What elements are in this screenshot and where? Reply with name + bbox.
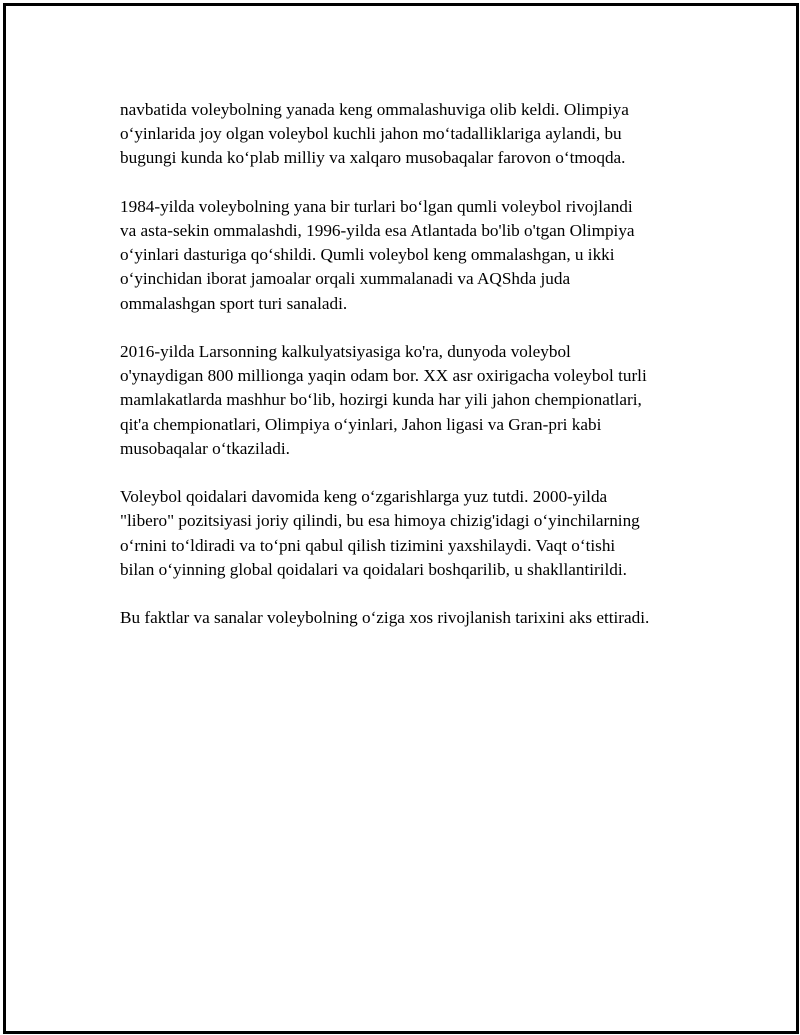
text-line: navbatida voleybolning yanada keng ommalashuviga olib keldi. Olimpiya — [120, 100, 629, 119]
text-line: Voleybol qoidalari davomida keng o‘zgarishlarga yuz tutdi. 2000-yilda — [120, 487, 608, 507]
text-line: musobaqalar o‘tkaziladi. — [120, 438, 290, 458]
text-line: 2016-yilda Larsonning kalkulyatsiyasiga ko'ra, dunyoda voleybol — [120, 342, 571, 361]
paragraph-4 — [120, 485, 710, 582]
paragraph-5 — [120, 606, 710, 630]
text-line: o‘yinlarida joy olgan voleybol kuchli jahon mo‘tadalliklariga aylandi, bu — [120, 124, 622, 144]
paragraph-3 — [120, 340, 710, 461]
text-line: o‘yinchidan iborat jamoalar orqali xummalanadi va AQShda juda — [120, 269, 571, 289]
text-line: o'ynaydigan 800 millionga yaqin odam bor. XX asr oxirigacha voleybol turli — [120, 366, 647, 386]
paragraph-1 — [120, 98, 710, 171]
page-frame — [3, 3, 799, 1034]
paragraph-2 — [120, 195, 710, 316]
text-line: va asta-sekin ommalashdi, 1996-yilda esa Atlantada bo'lib o'tgan Olimpiya — [120, 221, 635, 240]
text-line: "libero" pozitsiyasi joriy qilindi, bu esa himoya chizig'idagi o‘yinchilarning — [120, 511, 640, 531]
text-line: qit'a chempionatlari, Olimpiya o‘yinlari, Jahon ligasi va Gran-pri kabi — [120, 414, 602, 434]
text-line: ommalashgan sport turi sanaladi. — [120, 293, 348, 313]
text-line: o‘rnini to‘ldiradi va to‘pni qabul qilish tizimini yaxshilaydi. Vaqt o‘tishi — [120, 535, 616, 555]
text-line: 1984-yilda voleybolning yana bir turlari bo‘lgan qumli voleybol rivojlandi — [120, 196, 633, 216]
text-line: bugungi kunda ko‘plab milliy va xalqaro musobaqalar farovon o‘tmoqda. — [120, 148, 626, 168]
document-body — [120, 98, 710, 655]
text-line: bilan o‘yinning global qoidalari va qoidalari boshqarilib, u shakllantirildi. — [120, 559, 627, 579]
text-line: o‘yinlari dasturiga qo‘shildi. Qumli voleybol keng ommalashgan, u ikki — [120, 245, 615, 265]
text-line: mamlakatlarda mashhur bo‘lib, hozirgi kunda har yili jahon chempionatlari, — [120, 390, 642, 410]
text-line: Bu faktlar va sanalar voleybolning o‘ziga xos rivojlanish tarixini aks ettiradi. — [120, 608, 650, 628]
